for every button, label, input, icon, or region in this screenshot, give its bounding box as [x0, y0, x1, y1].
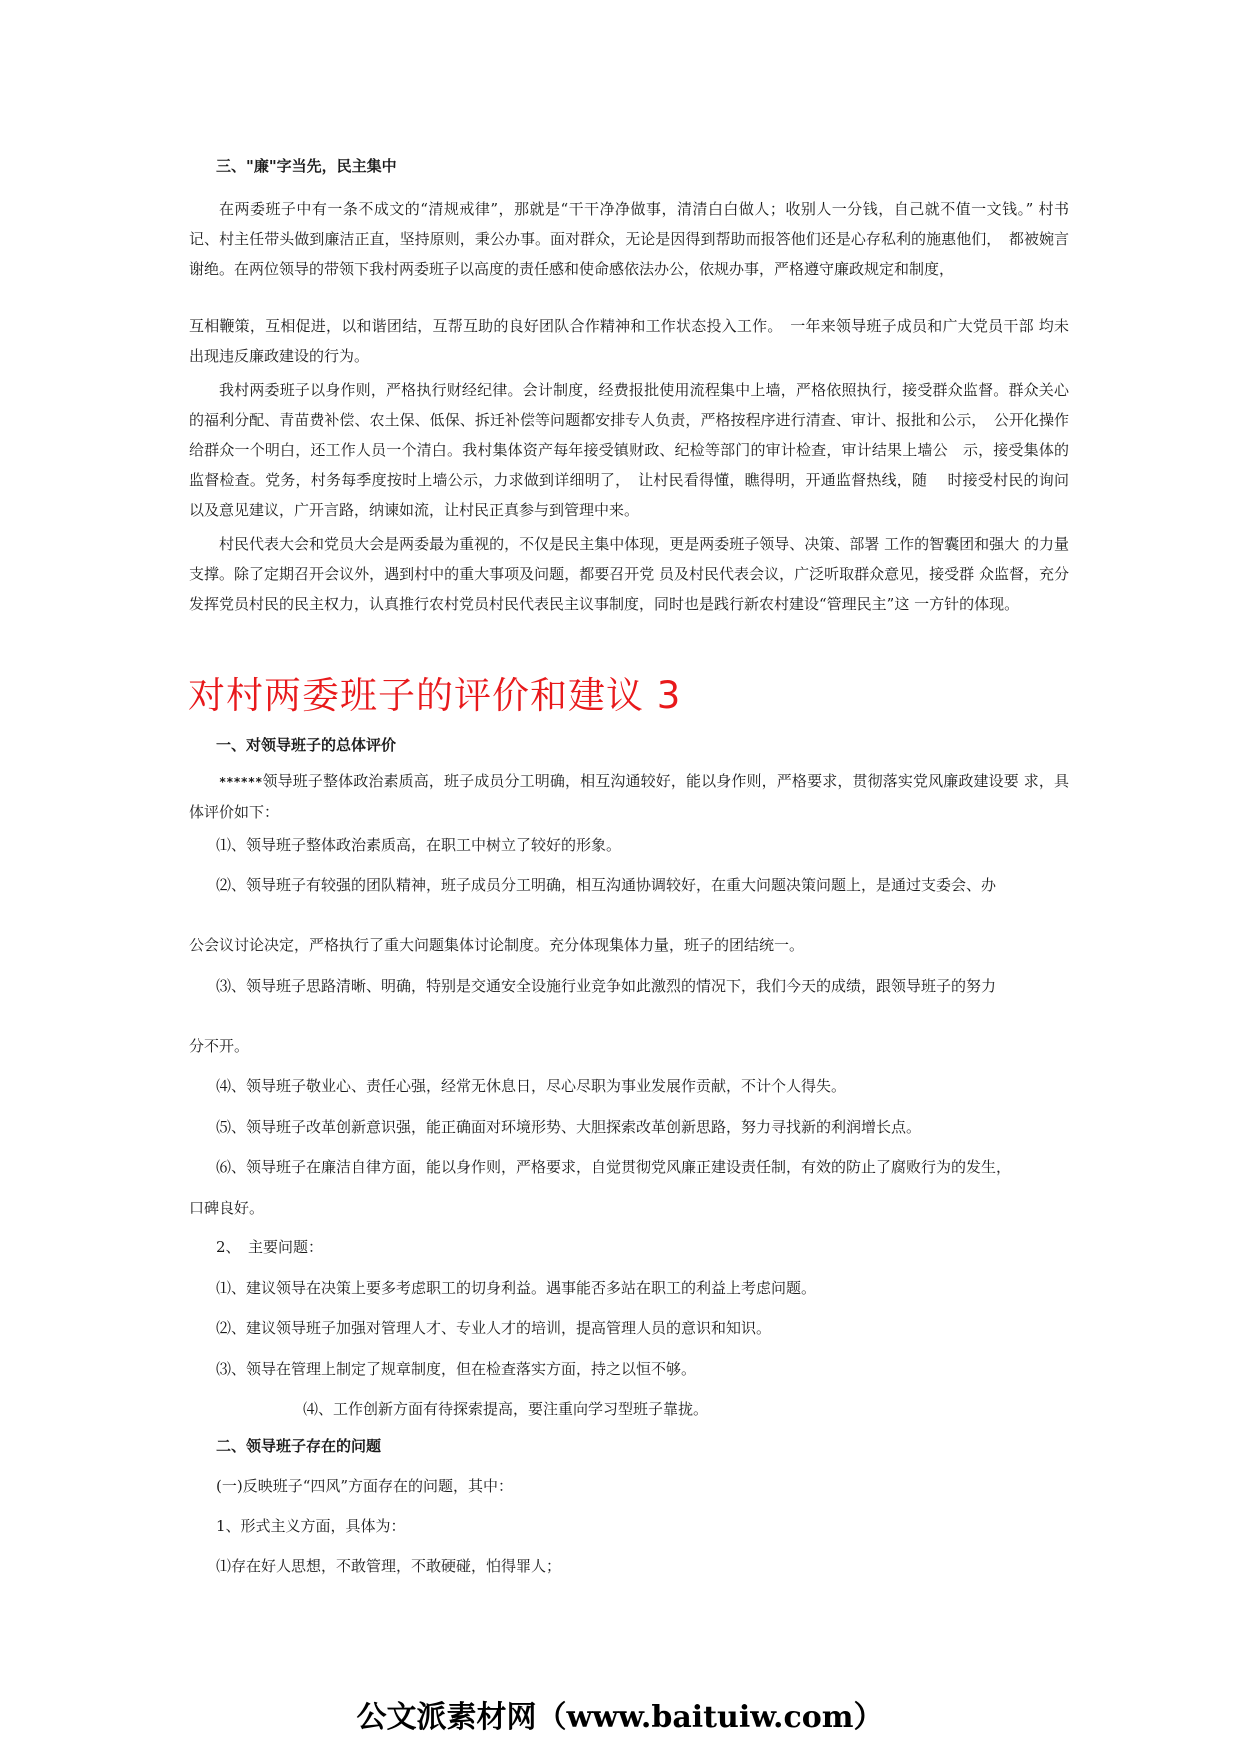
evaluation-item-2: ⑵、领导班子有较强的团队精神，班子成员分工明确，相互沟通协调较好，在重大问题决策问题上，是通过支委会、办	[216, 876, 997, 894]
formalism-item-1: ⑴存在好人思想，不敢管理，不敢硬碰，怕得罪人；	[216, 1557, 562, 1575]
formalism-heading: 1、形式主义方面，具体为：	[216, 1517, 406, 1535]
evaluation-item-3-cont: 分不开。	[189, 1037, 250, 1055]
evaluation-item-3: ⑶、领导班子思路清晰、明确，特别是交通安全设施行业竞争如此激烈的情况下，我们今天的成绩，跟领导班子的努力	[216, 977, 997, 995]
evaluation-item-6: ⑹、领导班子在廉洁自律方面，能以身作则，严格要求，自觉贯彻党风廉正建设责任制，有效的防止了腐败行为的发生，	[216, 1158, 1012, 1176]
document-title: 对村两委班子的评价和建议 3	[188, 674, 682, 717]
problem-item-4: ⑷、工作创新方面有待探索提高，要注重向学习型班子靠拢。	[303, 1400, 709, 1418]
evaluation-item-1: ⑴、领导班子整体政治素质高，在职工中树立了较好的形象。	[216, 836, 622, 854]
section-heading-existing-problems: 二、领导班子存在的问题	[216, 1437, 382, 1455]
paragraph-team-spirit	[189, 311, 1069, 371]
evaluation-item-2-cont: 公会议讨论决定，严格执行了重大问题集体讨论制度。充分体现集体力量，班子的团结统一。	[189, 936, 805, 954]
paragraph-text: 在两委班子中有一条不成文的“清规戒律”，那就是“干干净净做事，清清白白做人；收别人一分钱，自己就不值一文钱。” 村书记、村主任带头做到廉洁正直，坚持原则，秉公办事。面对群众，无论是因得到帮助而报答他们还是心存私利的施惠他们， 都被婉言谢绝。在两位领导的带领下我村两委班子以高度的责任感和使命感依法办公，依规办事，严格遵守廉政规定和制度，	[189, 200, 1069, 278]
evaluation-item-4: ⑷、领导班子敬业心、责任心强，经常无休息日，尽心尽职为事业发展作贡献，不计个人得失。	[216, 1077, 847, 1095]
section-heading-lian: 三、"廉"字当先，民主集中	[216, 157, 397, 175]
evaluation-item-5: ⑸、领导班子改革创新意识强，能正确面对环境形势、大胆探索改革创新思路，努力寻找新的利润增长点。	[216, 1118, 922, 1136]
problem-item-2: ⑵、建议领导班子加强对管理人才、专业人才的培训，提高管理人员的意识和知识。	[216, 1319, 772, 1337]
problem-item-1: ⑴、建议领导在决策上要多考虑职工的切身利益。遇事能否多站在职工的利益上考虑问题。	[216, 1279, 817, 1297]
paragraph-text: 村民代表大会和党员大会是两委最为重视的，不仅是民主集中体现，更是两委班子领导、决策、部署 工作的智囊团和强大 的力量支撑。除了定期召开会议外，遇到村中的重大事项及问题，都要召开党 员及村民代表会议，广泛听取群众意见，接受群 众监督，充分发挥党员村民的民主权力，认真推行农村党员村民代表民主议事制度，同时也是践行新农村建设“管理民主”这 一方针的体现。	[189, 535, 1069, 613]
problem-category-four-winds: (一)反映班子“四风”方面存在的问题，其中：	[216, 1477, 514, 1495]
paragraph-evaluation-intro	[189, 766, 1069, 827]
evaluation-item-6-cont: 口碑良好。	[189, 1199, 265, 1217]
paragraph-text: 我村两委班子以身作则，严格执行财经纪律。会计制度，经费报批使用流程集中上墙，严格依照执行，接受群众监督。群众关心的福利分配、青苗费补偿、农土保、低保、拆迁补偿等问题都安排专人负责，严格按程序进行清查、审计、报批和公示， 公开化操作给群众一个明白，还工作人员一个清白。我村集体资产每年接受镇财政、纪检等部门的审计检查，审计结果上墙公 示，接受集体的监督检查。党务，村务每季度按时上墙公示，力求做到详细明了， 让村民看得懂，瞧得明，开通监督热线，随 时接受村民的询问以及意见建议，广开言路，纳谏如流，让村民正真参与到管理中来。	[189, 381, 1069, 519]
main-problems-heading: 2、 主要问题：	[216, 1238, 324, 1256]
paragraph-clean-rules	[189, 194, 1069, 284]
paragraph-financial-discipline	[189, 375, 1069, 525]
redacted-name: ******	[219, 775, 263, 789]
paragraph-text: 领导班子整体政治素质高，班子成员分工明确，相互沟通较好，能以身作则，严格要求，贯彻落实党风廉政建设要 求，具体评价如下：	[189, 772, 1069, 821]
paragraph-text: 互相鞭策，互相促进，以和谐团结，互帮互助的良好团队合作精神和工作状态投入工作。 一年来领导班子成员和广大党员干部 均未出现违反廉政建设的行为。	[189, 317, 1069, 365]
paragraph-representative-assembly	[189, 529, 1069, 619]
section-heading-overall-evaluation: 一、对领导班子的总体评价	[216, 736, 397, 754]
problem-item-3: ⑶、领导在管理上制定了规章制度，但在检查落实方面，持之以恒不够。	[216, 1360, 697, 1378]
footer-watermark-site: 公文派素材网（www.baituiw.com）	[356, 1700, 884, 1735]
